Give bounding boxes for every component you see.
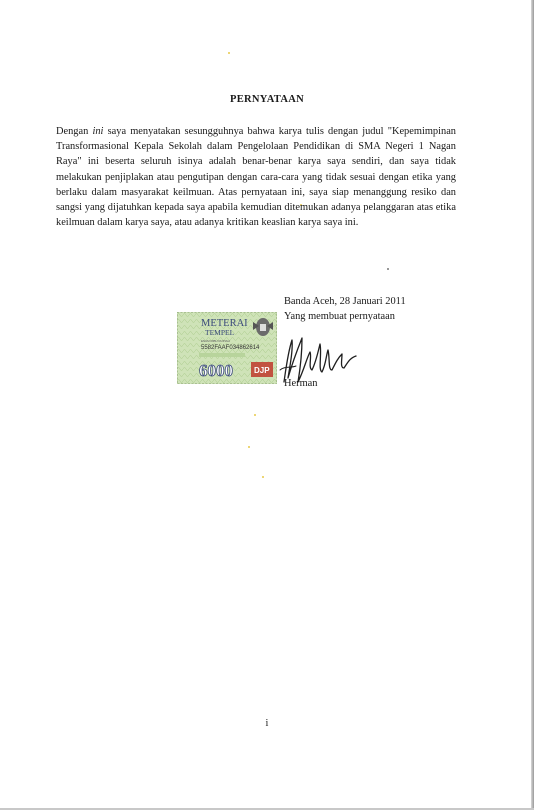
paper-speck [262,476,264,478]
stamp-serial: 5582FAAF034862614 [201,345,260,351]
maker-line: Yang membuat pernyataan [284,311,395,322]
paper-speck [248,446,250,448]
stamp-small-text: ENAM RIBU RUPIAH [201,339,230,343]
paragraph-text: saya menyatakan sesungguhnya bahwa karya tulis dengan judul "Kepemimpinan Transformasional Kepala Sekolah dalam Pengelolaan Pendidikan di SMA Negeri 1 Nagan Raya" ini beserta seluruh isinya adalah benar-benar karya saya sendiri, dan saya tidak melakukan penjiplakan atau pengutipan dengan cara-cara yang tidak sesuai dengan etika yang berlaku dalam masyarakat keilmuan. Atas pernyataan ini, saya siap menanggung resiko dan sangsi yang dijatuhkan kepada saya apabila kemudian ditemukan adanya pelanggaran atas etika keilmuan dalam karya saya, atau adanya kritikan keaslian karya saya ini. [56,126,457,229]
place-date: Banda Aceh, 28 Januari 2011 [284,296,406,307]
page-number: i [265,718,269,729]
paragraph-lead: Dengan [56,126,93,137]
stamp-title-line2: TEMPEL [205,328,235,337]
handwritten-signature-icon [262,330,402,390]
statement-paragraph [56,124,456,230]
paper-speck [228,52,230,54]
paper-speck [254,414,256,416]
signer-name: Herman [284,378,318,389]
stamp-title-line1: METERAI [201,318,248,329]
document-title: PERNYATAAN [230,94,304,105]
stamp-value: 6000 [199,361,233,380]
paragraph-lead-italic: ini [92,126,104,137]
stamp-tag: DJP [254,366,270,375]
paper-speck [387,268,389,270]
